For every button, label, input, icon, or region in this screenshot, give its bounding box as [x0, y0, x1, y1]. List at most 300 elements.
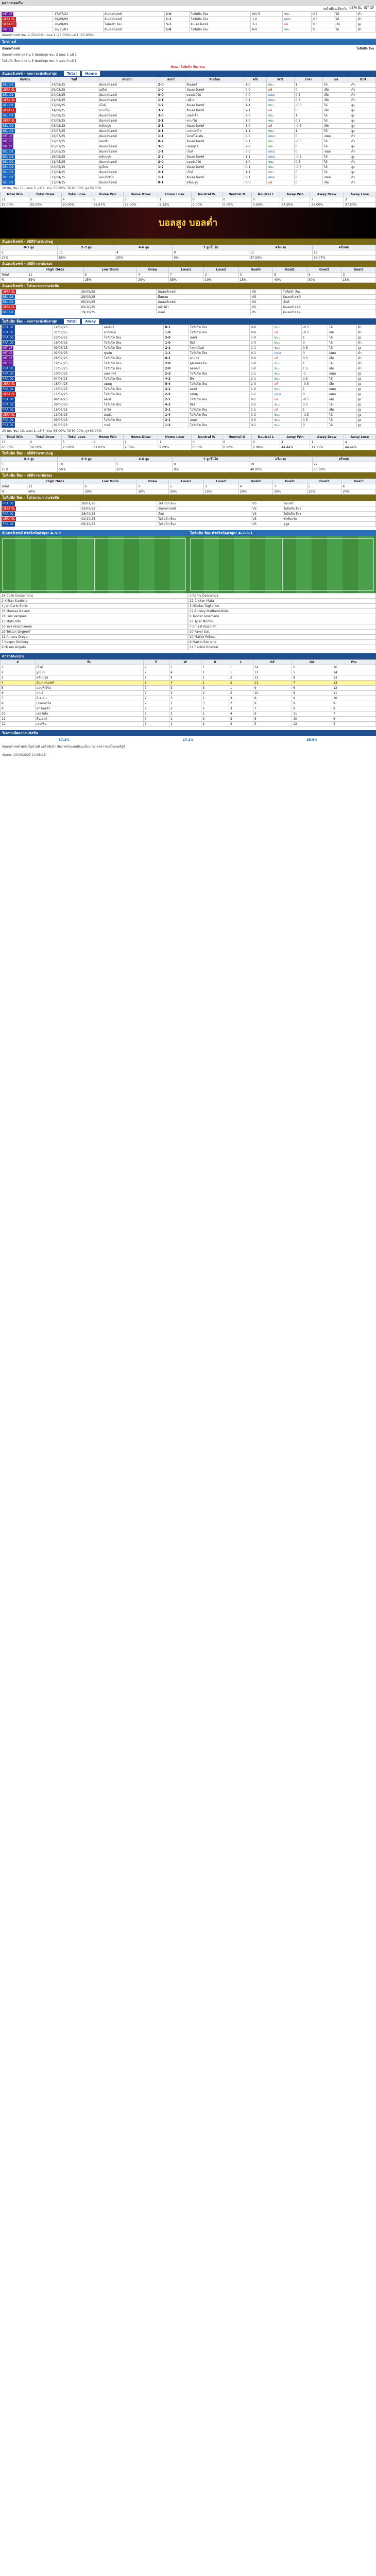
handicap-result: เสมอ [328, 387, 356, 392]
standings-cell: 5 [169, 665, 201, 670]
handicap: 0.5 [301, 418, 328, 423]
stats-value: 3 [123, 197, 158, 202]
handicap: -0.5 [294, 124, 322, 129]
match-date: 30/03/25 [53, 402, 102, 408]
home-team: แอนท์เวิร์ป [98, 175, 157, 180]
match-row[interactable] [1, 351, 376, 356]
score: 1-0 [164, 330, 189, 335]
match-row[interactable] [1, 144, 376, 149]
standings-cell: 4 [169, 681, 201, 686]
handicap: 0.5 [301, 356, 328, 361]
match-row[interactable] [1, 124, 376, 129]
match-row[interactable] [1, 88, 376, 93]
home-team: เลออาฟร์ [102, 371, 164, 377]
result: เสมอ [267, 155, 294, 160]
odds-row-cell: 2 [137, 484, 169, 489]
match-row[interactable] [1, 113, 376, 118]
standings-cell: 5 [332, 722, 376, 727]
goal-percent: 25% [1, 256, 58, 261]
away-goal-title: โอลิมปิก ลียง - สถิติจำนวนประตู [0, 450, 376, 456]
half-time-score: 1-1 [250, 408, 273, 413]
league-badge: BEL D1 [1, 180, 50, 185]
match-date: 14/08/25 [50, 108, 98, 113]
odds-row-cell: 35% [168, 278, 203, 283]
standings-header: W [169, 660, 201, 665]
result: แพ้ [273, 382, 302, 387]
match-row[interactable] [1, 108, 376, 113]
standings-cell: 11 [332, 691, 376, 696]
standings-cell: 3 [229, 696, 253, 701]
away-lineup-title: โอลิมปิก ลียง ตัวจริงนัดล่าสุด: 4-2-3-1 [188, 530, 376, 536]
score: 1-0 [164, 27, 189, 32]
home-team: คลับบรูช [98, 155, 157, 160]
score: 1-2 [164, 423, 189, 428]
match-row[interactable] [1, 423, 376, 428]
match-row[interactable] [1, 418, 376, 423]
result: ชนะ [273, 413, 302, 418]
league-badge: UEFA EL [1, 413, 53, 418]
filter-same-venue[interactable]: เหย้าเยือนเดียวกัน [323, 7, 348, 11]
handicap-result: เสีย [328, 366, 356, 371]
goal-value: 0 [173, 250, 249, 256]
league-badge: FRA D1 [1, 402, 53, 408]
result: แพ้ [273, 408, 302, 413]
standings-cell: 5 [253, 717, 292, 722]
home-team: อันเดอร์เลชท์ [98, 134, 157, 139]
odds-row-cell: 30% [307, 278, 341, 283]
league-badge: FRA D1 [1, 335, 53, 341]
fixture-row[interactable] [1, 522, 376, 527]
away-team: โอลิมปิก ลียง [189, 382, 250, 387]
half-time-score: 0-0 [244, 93, 267, 98]
over-under: ต่ำ [356, 351, 375, 356]
handicap: -0.5 [301, 330, 328, 335]
match-row[interactable] [1, 155, 376, 160]
standings-cell: ยูเนี่ยน [35, 670, 143, 675]
match-row[interactable] [1, 325, 376, 330]
standings-row[interactable] [1, 711, 376, 717]
standings-row[interactable] [1, 696, 376, 701]
tab-total[interactable]: Total [64, 71, 80, 76]
standings-row[interactable] [1, 706, 376, 711]
goal-header: 2-3 ลูก [58, 457, 115, 462]
match-row[interactable] [1, 392, 376, 397]
match-row[interactable] [1, 160, 376, 165]
tab-home[interactable]: Home [82, 71, 100, 76]
away-team: ดุสเซลดอร์ฟ [189, 361, 250, 366]
over-under: สูง [356, 377, 375, 382]
odds-row-cell: Total [1, 273, 27, 278]
match-row[interactable] [1, 175, 376, 180]
league-badge: FRA D1 [1, 418, 53, 423]
result: เสมอ [267, 98, 294, 103]
tip-line: โอลิมปิก ลียง: ผลงาน 5 นัดหลังสุด ชนะ 4 เสมอ 0 แพ้ 1 [2, 59, 77, 63]
result: แพ้ [273, 330, 302, 335]
match-date: 19/07/25 [50, 134, 98, 139]
standings-row[interactable] [1, 670, 376, 675]
home-team: อันเดอร์เลชท์ [98, 98, 157, 103]
goal-percent: 20% [115, 256, 172, 261]
match-row[interactable] [1, 129, 376, 134]
handicap-result: เสีย [334, 22, 356, 27]
match-row[interactable] [1, 103, 376, 108]
away-team: ไฮเดนไฮม์ [189, 346, 250, 351]
standings-cell: 8 [1, 701, 36, 706]
away-team: ตูลูส [282, 522, 376, 527]
tab-total[interactable]: Total [64, 319, 80, 324]
standings-cell: 1 [1, 665, 36, 670]
odds-row-cell: 55% [27, 278, 84, 283]
home-recent-title: อันเดอร์เลชท์ - ผลการแข่งขันล่าสุด Total Home [0, 71, 376, 77]
fixture-row[interactable] [1, 506, 376, 512]
league-badge: BEL D1 [1, 129, 50, 134]
match-row[interactable] [1, 361, 376, 366]
odds-row-cell: 40% [273, 278, 307, 283]
half-time-score: 0-0 [250, 325, 273, 330]
match-date: 21/08/25 [50, 98, 98, 103]
away-team: อันเดอร์เลชท์ [282, 295, 376, 300]
score: 2-1 [164, 346, 189, 351]
standings-cell: 6 [292, 686, 332, 691]
handicap-result: ได้ [328, 418, 356, 423]
match-row[interactable] [1, 330, 376, 335]
match-row[interactable] [1, 397, 376, 402]
handicap: 0.5 [312, 12, 334, 17]
over-under: สูง [356, 382, 375, 387]
standings-cell: 8 [253, 696, 292, 701]
home-team: โอลิมปิก ลียง [157, 522, 251, 527]
standings-cell: 7 [143, 696, 169, 701]
standings-row[interactable] [1, 675, 376, 681]
league-badge: FRA D1 [1, 387, 53, 392]
fixture-row[interactable] [1, 512, 376, 517]
standings-cell: 11 [292, 711, 332, 717]
handicap: 0 [294, 134, 322, 139]
handicap-result: ได้ [322, 160, 350, 165]
prediction-text: อันเดอร์เลชท์ ฟอร์มในบ้านดี แต่โอลิมปิก ลียง ฟอร์มเกมเยือนแข็งแกร่ง คาดว่าจะเป็นเกมที่สูสี [2, 745, 125, 749]
league-badge: INT CF [1, 134, 50, 139]
away-team: โอลิมปิก ลียง [282, 512, 376, 517]
match-row[interactable] [1, 118, 376, 124]
away-team: โอลิมปิก ลียง [190, 12, 251, 17]
home-team: อันเดอร์เลชท์ [98, 170, 157, 175]
match-row[interactable] [1, 170, 376, 175]
match-row[interactable] [1, 356, 376, 361]
player-name: 23 Mats Rits [1, 619, 188, 624]
standings-header: P [143, 660, 169, 665]
away-team: เฟเยนูร์ด [185, 144, 244, 149]
standings-cell: 8 [332, 706, 376, 711]
match-row[interactable] [1, 382, 376, 387]
league-badge: BEL D1 [1, 113, 50, 118]
tab-away[interactable]: Away [82, 319, 99, 324]
fixture-row[interactable] [1, 305, 376, 310]
standings-cell: ดีนเดอร์ [35, 717, 143, 722]
match-row[interactable] [1, 341, 376, 346]
away-team: ลิลล์ [189, 402, 250, 408]
match-row[interactable] [1, 180, 376, 185]
result: ชนะ [273, 341, 302, 346]
goal-header: 4-6 ลูก [115, 245, 172, 250]
handicap: 0 [301, 341, 328, 346]
match-row[interactable] [1, 17, 376, 22]
home-stats-table [0, 192, 376, 208]
fixture-row[interactable] [1, 295, 376, 300]
player-name: 9 Martin Satriano [189, 640, 376, 645]
match-row[interactable] [1, 413, 376, 418]
result: เสมอ [267, 149, 294, 155]
home-team: โอลิมปิก ลียง [102, 392, 164, 397]
league-badge: BEL D1 [1, 175, 50, 180]
goal-percent: 55% [58, 256, 115, 261]
match-date: 12/07/25 [50, 139, 98, 144]
away-team: แมนยู [189, 392, 250, 397]
standings-row[interactable] [1, 722, 376, 727]
stats-header: Away Win [280, 435, 310, 440]
stats-header: Neutral W [191, 192, 222, 197]
over-under: ต่ำ [356, 17, 375, 22]
handicap: 0.5 [301, 377, 328, 382]
match-date: 09/03/25 [53, 418, 102, 423]
home-goal-stats [0, 239, 376, 261]
handicap: 0 [294, 108, 322, 113]
handicap: -0.5 [301, 325, 328, 330]
result: แพ้ [267, 88, 294, 93]
match-row[interactable] [1, 93, 376, 98]
standings-cell: 4 [169, 670, 201, 675]
home-team: อันเดอร์เลชท์ [103, 12, 164, 17]
home-team: อันเดอร์เลชท์ [98, 93, 157, 98]
score: 2-2 [164, 392, 189, 397]
standings-cell: 14 [253, 665, 292, 670]
tips-section [0, 39, 376, 71]
score: 2-0 [157, 160, 185, 165]
handicap-result: ได้ [322, 82, 350, 88]
away-team: อันเดอร์เลชท์ [282, 310, 376, 315]
score: 1-0 [164, 341, 189, 346]
handicap-result: เสีย [328, 397, 356, 402]
stats-header: Home Win [92, 192, 123, 197]
match-row[interactable] [1, 408, 376, 413]
standings-cell: 7 [143, 691, 169, 696]
over-under: ต่ำ [350, 82, 375, 88]
goal-value: 18 [312, 250, 375, 256]
filter-int-cf[interactable]: INT CF [364, 6, 374, 10]
away-team: เซอร์เคิ้ล [185, 113, 244, 118]
match-row[interactable] [1, 387, 376, 392]
standings-cell: 7 [1, 696, 36, 701]
match-row[interactable] [1, 27, 376, 32]
league-badge: BEL D1 [1, 82, 50, 88]
half-time-score: 0-1 [250, 397, 273, 402]
away-upcoming-title: โอลิมปิก ลียง - โปรแกรมการแข่งขัน [0, 495, 376, 501]
odds-row-cell: 15% [203, 489, 238, 495]
away-odds-stats [0, 472, 376, 495]
player-name: 22 Clinton Mata [189, 599, 376, 604]
match-row[interactable] [1, 22, 376, 27]
home-team: อันเดอร์เลชท์ [103, 27, 164, 32]
home-upcoming [0, 283, 376, 315]
half-time-score: 0-1 [250, 351, 273, 356]
filter-uefa-el[interactable]: UEFA EL [349, 6, 362, 10]
handicap-result: ได้ [322, 139, 350, 144]
fixture-row[interactable] [1, 310, 376, 315]
odds-row-cell: 20% [341, 489, 376, 495]
over-under: ต่ำ [356, 356, 375, 361]
league-badge: UEFA EL [1, 118, 50, 124]
stats-percent: 25.00% [61, 445, 92, 450]
odds-row-cell: 60% [27, 489, 84, 495]
half-time-score: 0-1 [250, 423, 273, 428]
fixture-row[interactable] [1, 290, 376, 295]
standings-row[interactable] [1, 686, 376, 691]
away-team: โอลิมปิก ลียง [282, 506, 376, 512]
over-under: สูง [356, 402, 375, 408]
match-date: 24/08/25 [50, 93, 98, 98]
league-badge: UEFA EL [1, 88, 50, 93]
stats-percent: 44.44% [280, 445, 310, 450]
handicap-result: เสีย [328, 382, 356, 387]
match-row[interactable] [1, 165, 376, 170]
match-row[interactable] [1, 377, 376, 382]
stats-percent: 25.00% [310, 202, 344, 208]
match-date: 07/08/25 [50, 118, 98, 124]
fixture-row[interactable] [1, 517, 376, 522]
away-team: อาแอร์ [189, 356, 250, 361]
standings-cell: เซอร์เคิ้ล [35, 711, 143, 717]
half-time-score: 0-0 [251, 27, 283, 32]
home-win-pct: 37.2% [58, 738, 70, 742]
goal-value: 5 [1, 250, 58, 256]
standings-row[interactable] [1, 701, 376, 706]
standings-header: ทีม [35, 660, 143, 665]
home-team: อันเดอร์เลชท์ [98, 113, 157, 118]
standings-cell: 3 [201, 701, 229, 706]
league-badge: UEFA EL [1, 17, 53, 22]
odds-row-cell: 25% [83, 278, 137, 283]
home-team: อันเดอร์เลชท์ [157, 290, 251, 295]
home-team: แมนยู [102, 382, 164, 387]
stats-percent: 55.00% [1, 202, 29, 208]
match-row[interactable] [1, 98, 376, 103]
handicap: -0.5 [294, 155, 322, 160]
away-goal-stats [0, 450, 376, 472]
match-row[interactable] [1, 346, 376, 351]
score: 1-1 [164, 17, 189, 22]
goal-percent: 25% [1, 467, 58, 472]
home-goal-title: อันเดอร์เลชท์ - สถิติจำนวนประตู [0, 239, 376, 245]
handicap-result: เสีย [322, 180, 350, 185]
match-date: 14/09/25 [50, 82, 98, 88]
home-recent-table [0, 77, 376, 185]
score: 0-2 [157, 139, 185, 144]
match-row[interactable] [1, 402, 376, 408]
result: แพ้ [273, 397, 302, 402]
stats-header: Neutral D [222, 192, 251, 197]
goal-header: ครึ่งแรก [249, 245, 312, 250]
standings-row[interactable] [1, 717, 376, 722]
standings-row[interactable] [1, 691, 376, 696]
away-upcoming [0, 495, 376, 527]
away-team: ลีลล์ [189, 341, 250, 346]
stats-percent: 66.67% [92, 202, 123, 208]
away-team: อองเช่ร์ [282, 501, 376, 506]
standings-header: # [1, 660, 36, 665]
away-pitch [188, 536, 376, 593]
league-badge: FRA D1 [1, 366, 53, 371]
standings-row[interactable] [1, 665, 376, 670]
odds-header: Goal0 [238, 479, 273, 484]
match-row[interactable] [1, 82, 376, 88]
stats-value: 1 [310, 440, 344, 445]
match-row[interactable] [1, 149, 376, 155]
result: แพ้ [267, 180, 294, 185]
fixture-row[interactable] [1, 300, 376, 305]
goal-percent: 37.93% [249, 256, 312, 261]
odds-row-cell: 15% [341, 278, 376, 283]
standings-header: GA [292, 660, 332, 665]
result: ชนะ [273, 423, 302, 428]
home-team: โอลิมปิก ลียง [103, 22, 164, 27]
handicap-result: ได้ [328, 361, 356, 366]
match-date: 28/08/25 [50, 88, 98, 93]
home-team: อันเดอร์เลชท์ [98, 149, 157, 155]
over-under: สูง [350, 170, 375, 175]
home-team: อันเดอร์เลชท์ [157, 300, 251, 305]
home-team: อันเดอร์เลชท์ [98, 180, 157, 185]
ad-banner[interactable]: บอลสูง บอลต่ำ [0, 208, 376, 239]
standings-cell: เลอเฟิน [35, 722, 143, 727]
fixture-date: 05/10/25 [80, 300, 157, 305]
match-date: 10/08/25 [50, 113, 98, 118]
half-time-score: 0-1 [244, 175, 267, 180]
standings-cell: 12 [1, 722, 36, 727]
standings-cell: 14 [332, 670, 376, 675]
half-time-score: 2-1 [244, 108, 267, 113]
stats-header: Total Draw [29, 435, 61, 440]
fixture-date: 28/09/25 [80, 295, 157, 300]
match-row[interactable] [1, 371, 376, 377]
match-row[interactable] [1, 335, 376, 341]
stats-header: Home Draw [123, 435, 158, 440]
odds-row-cell: 20% [137, 278, 169, 283]
stats-percent: 0.00% [191, 445, 222, 450]
result: ชนะ [283, 12, 312, 17]
standings-row[interactable] [1, 681, 376, 686]
standings-cell: 4 [229, 711, 253, 717]
match-row[interactable] [1, 12, 376, 17]
match-row[interactable] [1, 139, 376, 144]
stats-value: 0 [251, 440, 280, 445]
stats-header: Home Lose [158, 192, 192, 197]
league-badge: BEL D1 [1, 295, 80, 300]
match-date: 06/04/25 [53, 397, 102, 402]
over-under: สูง [356, 22, 375, 27]
result: ชนะ [273, 377, 302, 382]
goal-header: ครึ่งหลัง [312, 245, 375, 250]
goal-value: 0 [173, 462, 249, 467]
odds-row-cell: 5 [307, 484, 341, 489]
half-time-score: 1-0 [244, 160, 267, 165]
standings-cell: 7 [143, 711, 169, 717]
goal-value: 18 [249, 462, 312, 467]
fixture-row[interactable] [1, 501, 376, 506]
match-row[interactable] [1, 366, 376, 371]
over-under: ต่ำ [350, 98, 375, 103]
prediction-title: วิเคราะห์ผลการแข่งขัน [0, 730, 376, 736]
standings-cell: 1 [201, 665, 229, 670]
match-row[interactable] [1, 134, 376, 139]
